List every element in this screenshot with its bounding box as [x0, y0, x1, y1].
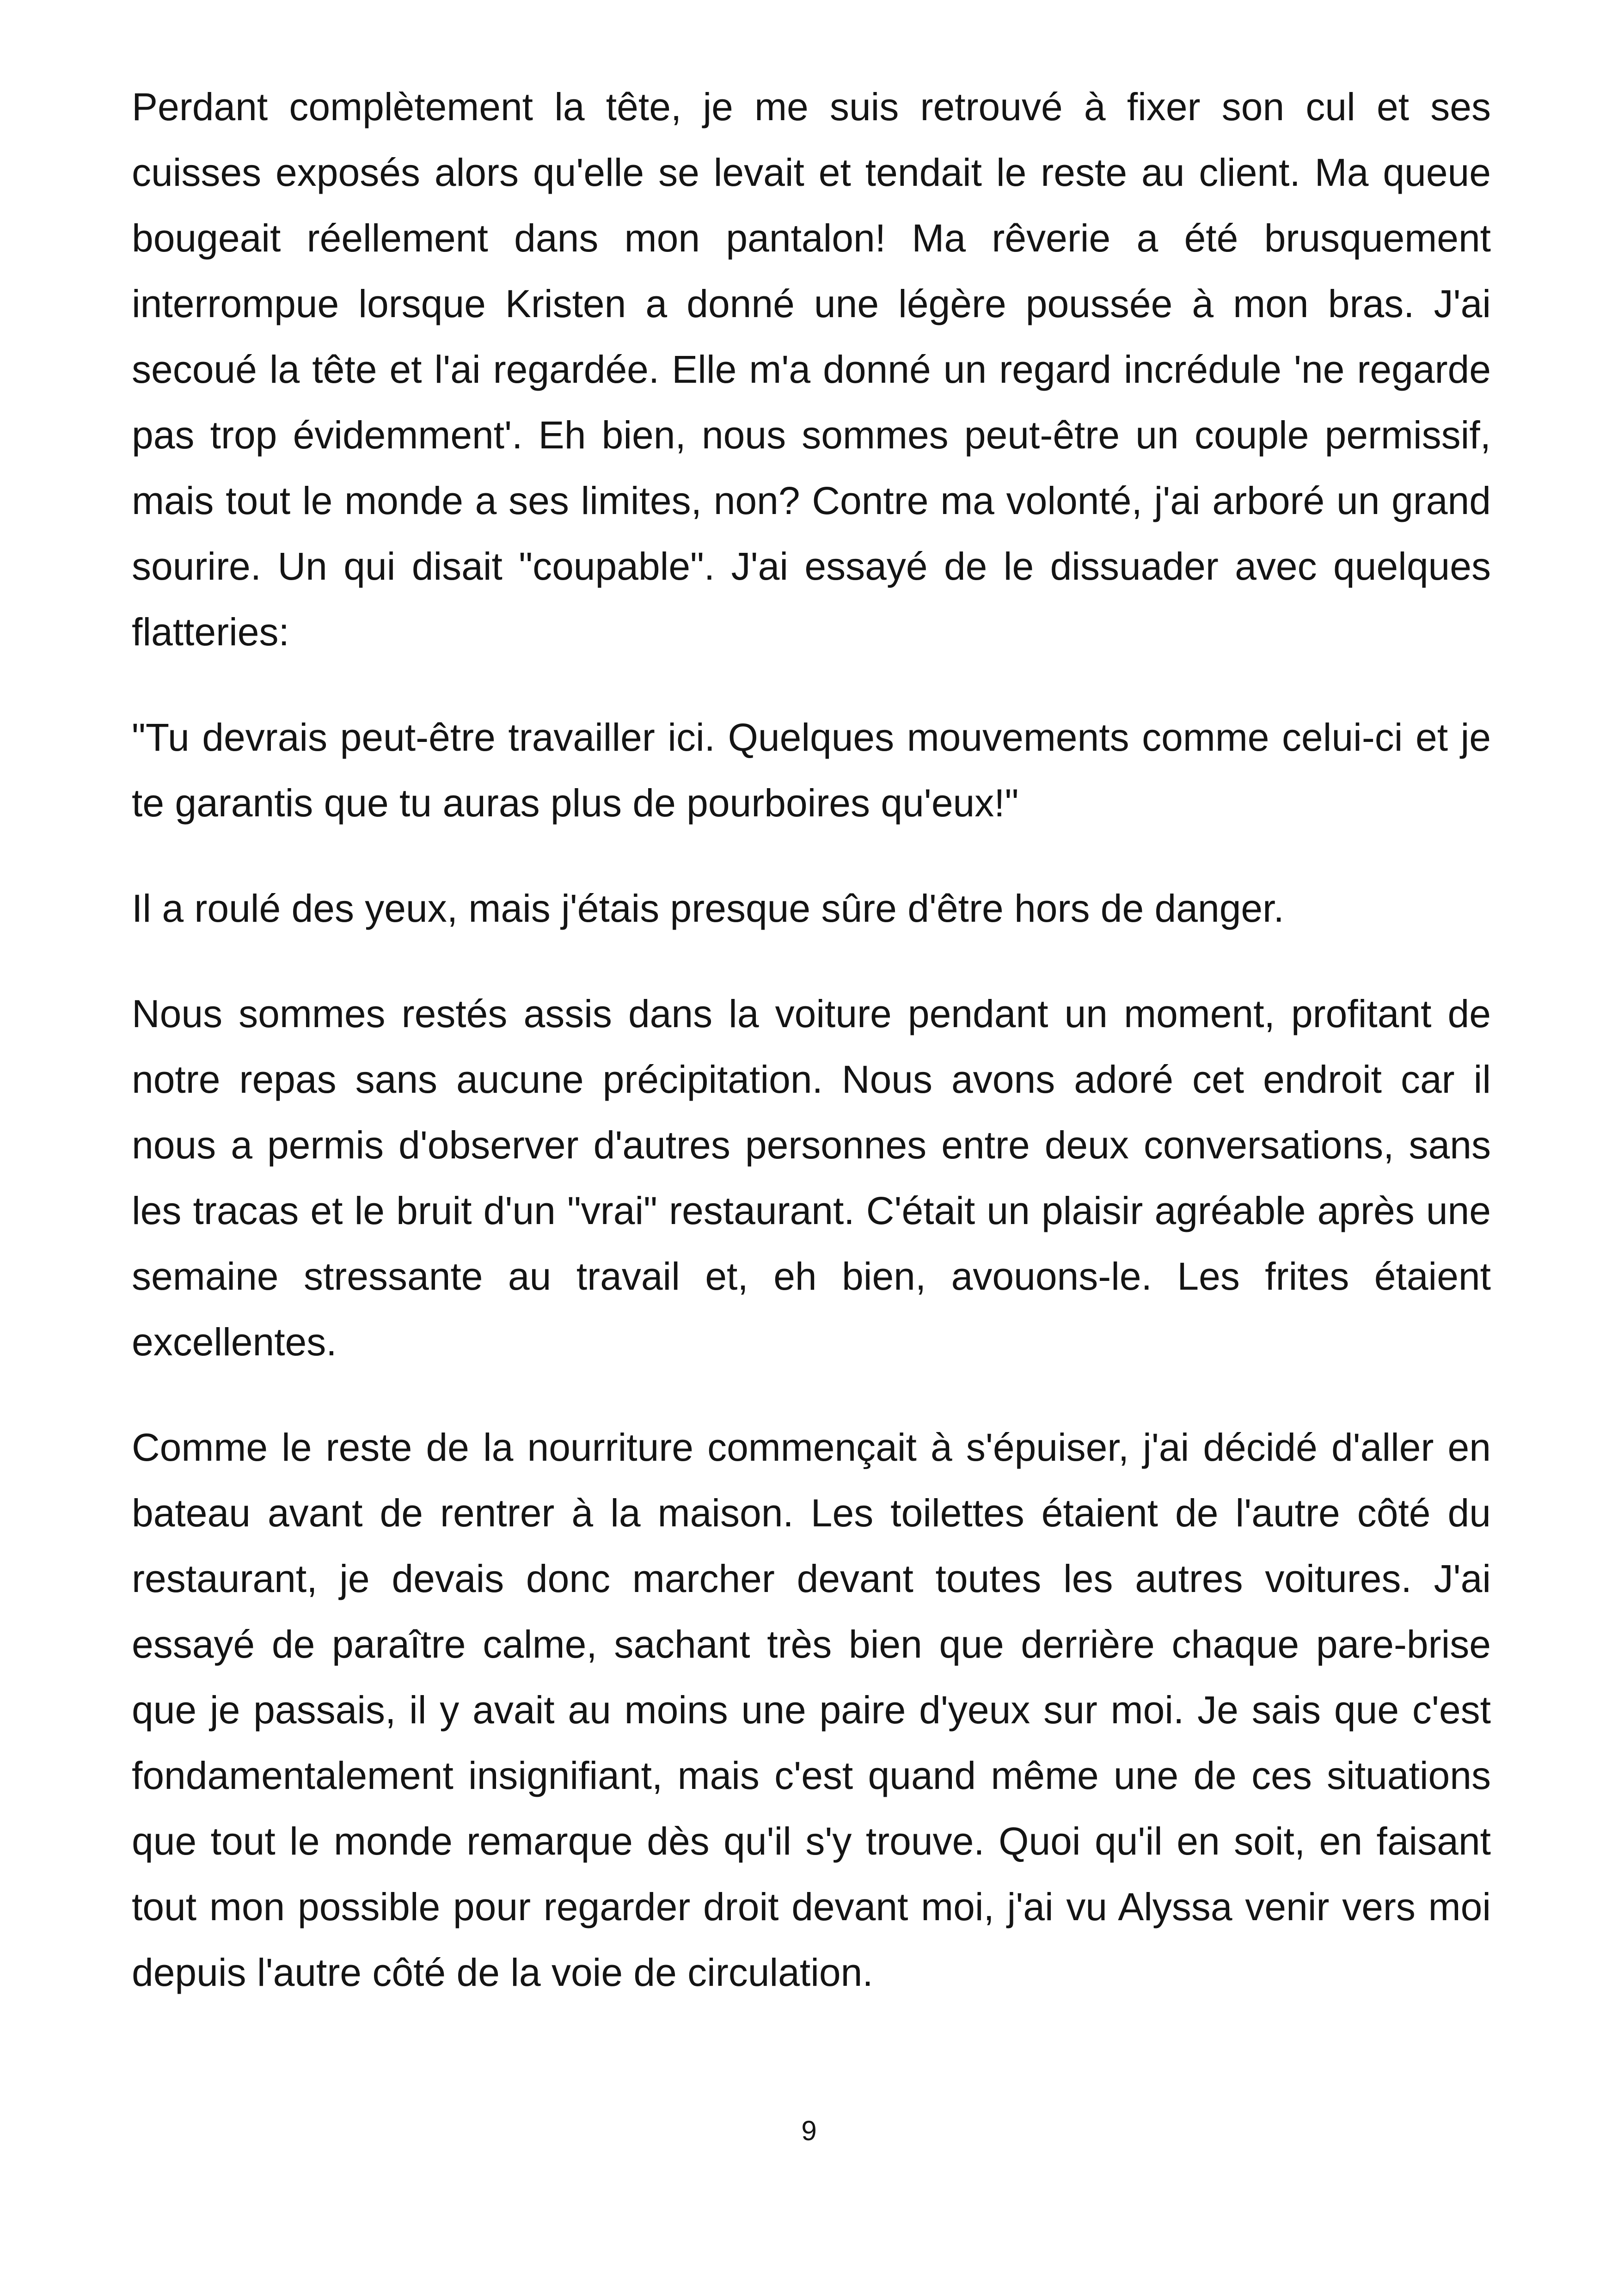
paragraph: Perdant complètement la tête, je me suis retrouvé à fixer son cul et ses cuisses exposés alors qu'elle se levait et tendait le reste au client. Ma queue bougeait réellement dans mon pantalon! Ma rêverie a été brusquement interrompue lorsque Kristen a donné une légère poussée à mon bras. J'ai secoué la tête et l'ai regardée. Elle m'a donné un regard incrédule 'ne regarde pas trop évidemment'. Eh bien, nous sommes peut-être un couple permissif, mais tout le monde a ses limites, non? Contre ma volonté, j'ai arboré un grand sourire. Un qui disait "coupable". J'ai essayé de le dissuader avec quelques flatteries:	[132, 85, 1491, 654]
paragraph: Nous sommes restés assis dans la voiture pendant un moment, profitant de notre repas sans aucune précipitation. Nous avons adoré cet endroit car il nous a permis d'observer d'autres personnes entre deux conversations, sans les tracas et le bruit d'un "vrai" restaurant. C'était un plaisir agréable après une semaine stressante au travail et, eh bien, avouons-le. Les frites étaient excellentes.	[132, 992, 1491, 1364]
body-text	[132, 74, 1491, 2005]
paragraph: Comme le reste de la nourriture commençait à s'épuiser, j'ai décidé d'aller en bateau avant de rentrer à la maison. Les toilettes étaient de l'autre côté du restaurant, je devais donc marcher devant toutes les autres voitures. J'ai essayé de paraître calme, sachant très bien que derrière chaque pare-brise que je passais, il y avait au moins une paire d'yeux sur moi. Je sais que c'est fondamentalement insignifiant, mais c'est quand même une de ces situations que tout le monde remarque dès qu'il s'y trouve. Quoi qu'il en soit, en faisant tout mon possible pour regarder droit devant moi, j'ai vu Alyssa venir vers moi depuis l'autre côté de la voie de circulation.	[132, 1426, 1491, 1994]
paragraph: Il a roulé des yeux, mais j'étais presque sûre d'être hors de danger.	[132, 887, 1284, 930]
page-number: 9	[801, 2115, 817, 2146]
paragraph: "Tu devrais peut-être travailler ici. Quelques mouvements comme celui-ci et je te garantis que tu auras plus de pourboires qu'eux!"	[132, 716, 1491, 825]
